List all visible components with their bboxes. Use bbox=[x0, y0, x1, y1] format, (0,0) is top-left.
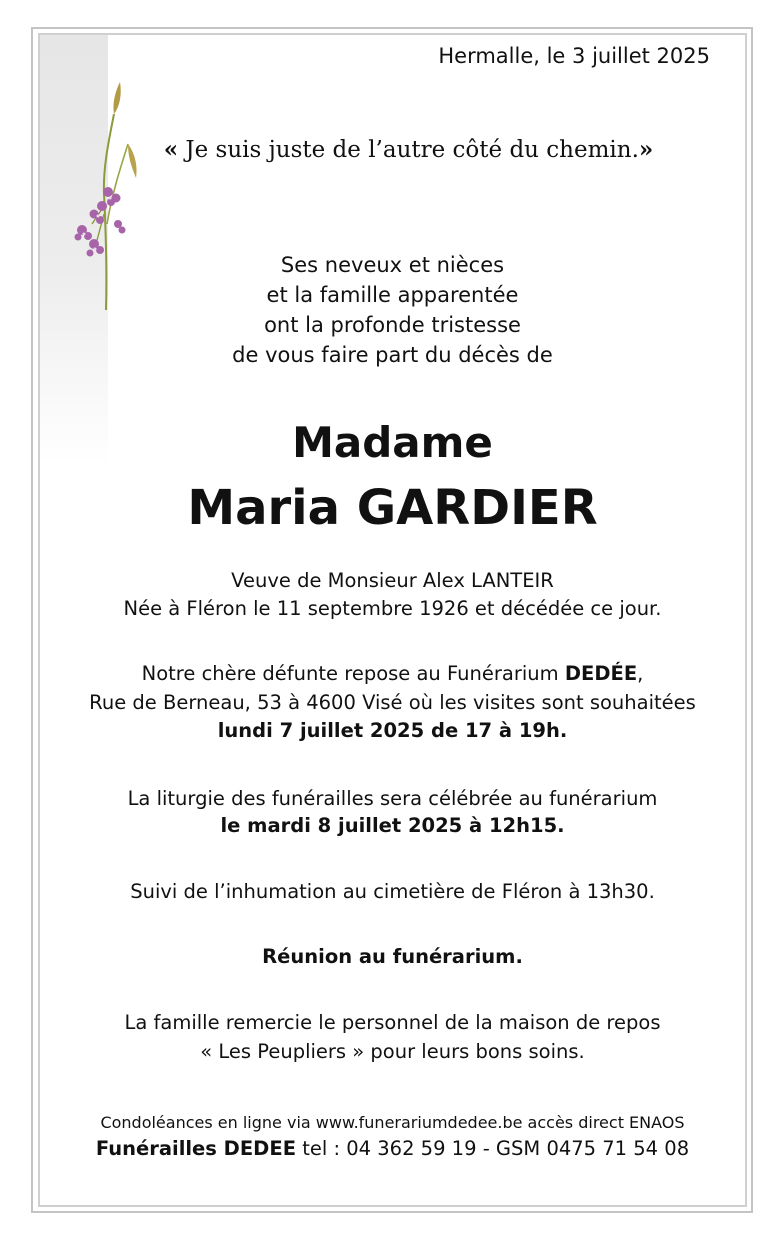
visits-line-2: Rue de Berneau, 53 à 4600 Visé où les visites sont souhaitées bbox=[89, 691, 696, 714]
bio-birth-line: Née à Fléron le 11 septembre 1926 et décédée ce jour. bbox=[123, 597, 662, 620]
reunion-line: Réunion au funérarium. bbox=[262, 945, 523, 968]
quote-open-mark: « bbox=[163, 136, 179, 163]
company-name: Funérailles DEDEE bbox=[95, 1137, 297, 1160]
funerarium-name: DEDÉE bbox=[564, 662, 638, 685]
quote-close-mark: » bbox=[638, 136, 654, 163]
deceased-title: Madame bbox=[292, 418, 493, 467]
intro-line-4: de vous faire part du décès de bbox=[232, 343, 553, 367]
bio-widow-line: Veuve de Monsieur Alex LANTEIR bbox=[231, 569, 554, 592]
intro-line-3: ont la profonde tristesse bbox=[264, 313, 521, 337]
visits-line-1-suffix: , bbox=[637, 662, 644, 685]
liturgy-line-1: La liturgie des funérailles sera célébrée au funérarium bbox=[127, 787, 658, 810]
thanks-line-2: « Les Peupliers » pour leurs bons soins. bbox=[200, 1040, 585, 1063]
visits-line-3: lundi 7 juillet 2025 de 17 à 19h. bbox=[217, 719, 568, 742]
quote bbox=[40, 136, 761, 163]
date-line: Hermalle, le 3 juillet 2025 bbox=[438, 44, 710, 68]
deceased-name: Maria GARDIER bbox=[187, 480, 598, 536]
contact-line bbox=[40, 1137, 745, 1160]
intro-line-2: et la famille apparentée bbox=[266, 283, 519, 307]
contact-numbers: tel : 04 362 59 19 - GSM 0475 71 54 08 bbox=[296, 1137, 690, 1160]
liturgy-line-2: le mardi 8 juillet 2025 à 12h15. bbox=[220, 814, 565, 837]
thanks-line-1: La famille remercie le personnel de la maison de repos bbox=[124, 1011, 661, 1034]
condolences-line: Condoléances en ligne via www.funerariumdedee.be accès direct ENAOS bbox=[100, 1113, 685, 1132]
visits-line-1-prefix: Notre chère défunte repose au Funérarium bbox=[141, 662, 565, 685]
quote-text: Je suis juste de l’autre côté du chemin. bbox=[178, 137, 639, 163]
visits-line-1 bbox=[40, 660, 745, 688]
intro-line-1: Ses neveux et nièces bbox=[280, 253, 505, 277]
burial-line: Suivi de l’inhumation au cimetière de Fléron à 13h30. bbox=[130, 880, 655, 903]
